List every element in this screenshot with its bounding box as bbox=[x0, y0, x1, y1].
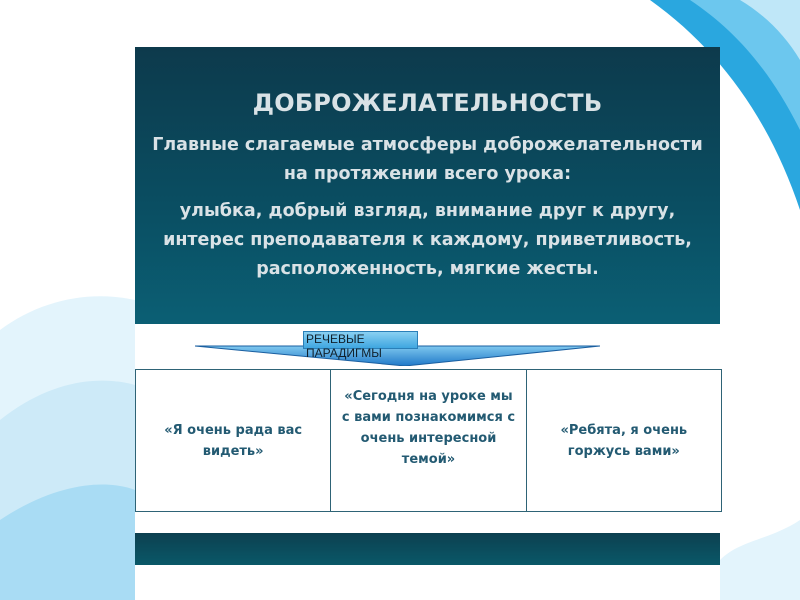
slide-body: улыбка, добрый взгляд, внимание друг к другу, интерес преподавателя к каждому, приветливость, расположенность, мягкие жесты. bbox=[163, 201, 692, 279]
slide-title: ДОБРОЖЕЛАТЕЛЬНОСТЬ bbox=[252, 89, 603, 117]
paradigm-card-1 bbox=[135, 369, 331, 512]
paradigm-cards bbox=[135, 369, 721, 512]
paradigm-card-text: «Ребята, я очень горжусь вами» bbox=[560, 422, 688, 459]
paradigm-card-text: «Сегодня на уроке мы с вами познакомимся с очень интересной темой» bbox=[341, 389, 516, 467]
paradigm-card-2 bbox=[330, 369, 526, 512]
slide-subtitle: Главные слагаемые атмосферы доброжелательности на протяжении всего урока: bbox=[152, 135, 703, 184]
paradigm-card-3 bbox=[526, 369, 722, 512]
speech-paradigms-label: РЕЧЕВЫЕ ПАРАДИГМЫ bbox=[303, 331, 418, 349]
paradigm-card-text: «Я очень рада вас видеть» bbox=[164, 422, 303, 459]
main-panel bbox=[135, 47, 720, 324]
footer-bar bbox=[135, 533, 720, 565]
